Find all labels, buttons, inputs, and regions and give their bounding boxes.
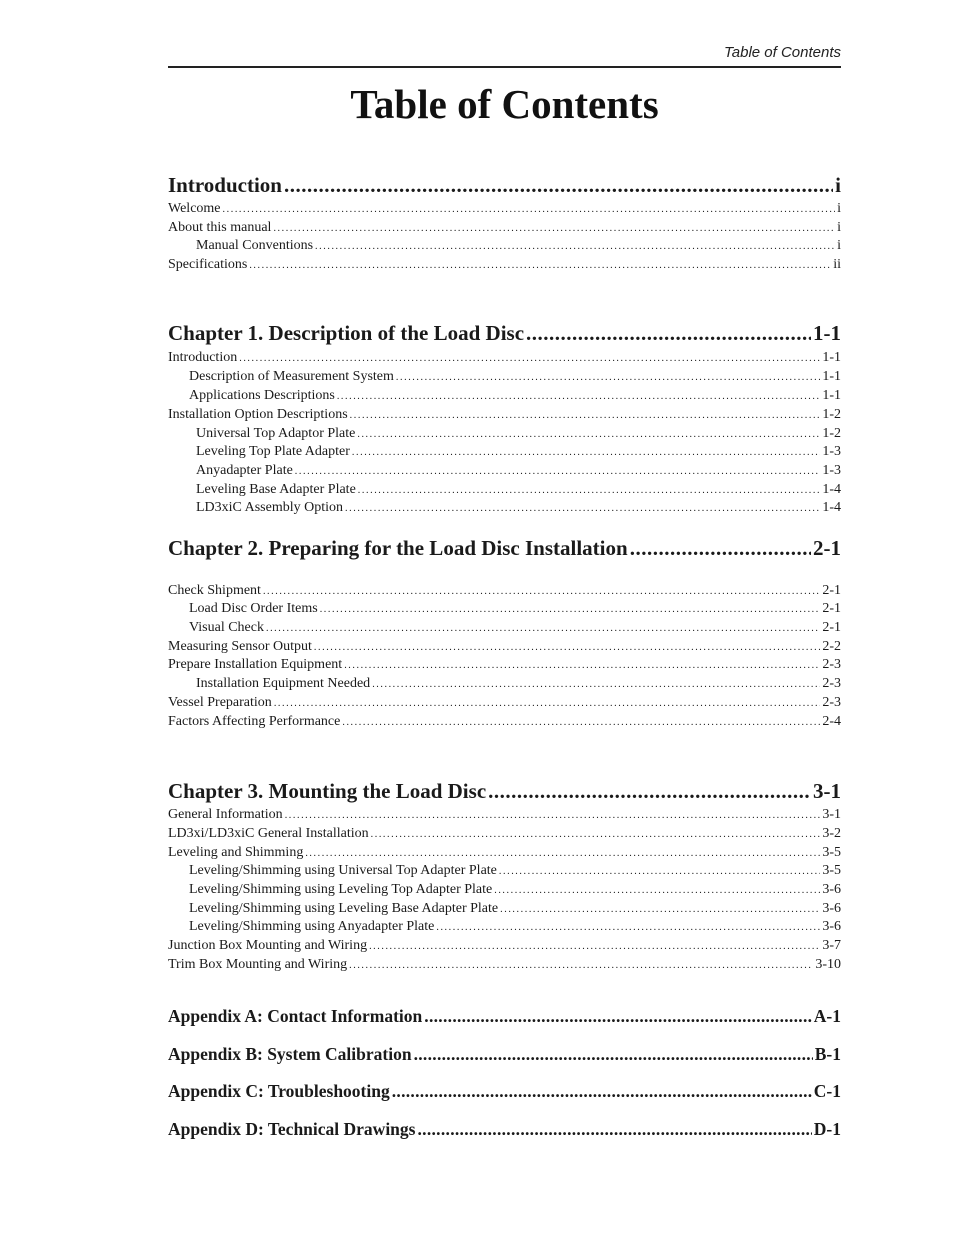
dot-leader: [350, 407, 821, 423]
toc-entry-label: Description of Measurement System: [189, 369, 394, 384]
toc-entry-label: Introduction: [168, 173, 282, 197]
dot-leader: [494, 882, 820, 898]
toc-entry-label: Leveling/Shimming using Leveling Top Adapter Plate: [189, 882, 493, 897]
toc-chapter-entry[interactable]: [168, 536, 841, 561]
toc-entry-label: Welcome: [168, 201, 221, 216]
toc-appendix-entry[interactable]: [168, 1119, 841, 1140]
toc-entry[interactable]: [168, 407, 841, 423]
toc-entry[interactable]: [189, 882, 841, 898]
toc-entry-page-number: C-1: [813, 1081, 841, 1101]
dot-leader: [274, 695, 821, 711]
dot-leader: [414, 1044, 813, 1065]
toc-entry-page-number: 1-2: [822, 426, 841, 441]
toc-entry-label: Chapter 1. Description of the Load Disc: [168, 321, 525, 345]
toc-entry[interactable]: [196, 500, 841, 516]
toc-entry[interactable]: [196, 238, 841, 254]
toc-entry[interactable]: [168, 826, 841, 842]
dot-leader: [526, 321, 811, 346]
dot-leader: [249, 257, 831, 273]
dot-leader: [349, 957, 813, 973]
toc-entry-page-number: 2-1: [822, 583, 841, 598]
toc-entry-page-number: 1-1: [822, 369, 841, 384]
toc-chapter-entry[interactable]: [168, 779, 841, 804]
toc-entry-page-number: 1-2: [822, 407, 841, 422]
toc-entry-page-number: 1-4: [822, 500, 841, 515]
toc-entry-label: Applications Descriptions: [189, 388, 335, 403]
toc-entry-label: Trim Box Mounting and Wiring: [168, 957, 348, 972]
toc-entry-label: Leveling Base Adapter Plate: [196, 482, 356, 497]
toc-entry-page-number: 3-6: [822, 919, 841, 934]
toc-entry[interactable]: [189, 620, 841, 636]
toc-entry[interactable]: [168, 657, 841, 673]
toc-entry-label: Measuring Sensor Output: [168, 639, 312, 654]
toc-entry[interactable]: [168, 714, 841, 730]
toc-entry[interactable]: [168, 938, 841, 954]
toc-entry[interactable]: [168, 220, 841, 236]
toc-entry-page-number: 2-1: [822, 601, 841, 616]
running-header: Table of Contents: [723, 44, 841, 61]
toc-entry[interactable]: [196, 482, 841, 498]
toc-entry[interactable]: [168, 350, 841, 366]
toc-entry[interactable]: [196, 463, 841, 479]
dot-leader: [284, 173, 833, 198]
toc-entry-page-number: 3-5: [822, 863, 841, 878]
toc-entry-page-number: 1-1: [822, 350, 841, 365]
toc-entry-label: General Information: [168, 807, 283, 822]
dot-leader: [285, 807, 821, 823]
toc-entry[interactable]: [189, 601, 841, 617]
toc-entry-label: Appendix D: Technical Drawings: [168, 1119, 416, 1139]
dot-leader: [357, 426, 820, 442]
toc-entry[interactable]: [189, 901, 841, 917]
toc-entry-page-number: i: [837, 220, 841, 235]
toc-entry-label: Check Shipment: [168, 583, 261, 598]
toc-entry-page-number: 2-1: [813, 536, 841, 560]
toc-entry-label: Visual Check: [189, 620, 264, 635]
dot-leader: [345, 500, 820, 516]
toc-entry-label: Leveling/Shimming using Leveling Base Adapter Plate: [189, 901, 499, 916]
toc-entry-page-number: 2-3: [822, 695, 841, 710]
toc-entry-page-number: 3-7: [822, 938, 841, 953]
toc-entry-label: Installation Equipment Needed: [196, 676, 371, 691]
dot-leader: [320, 601, 821, 617]
toc-entry-label: Factors Affecting Performance: [168, 714, 341, 729]
dot-leader: [352, 444, 820, 460]
toc-entry-page-number: i: [837, 238, 841, 253]
toc-entry-label: Appendix C: Troubleshooting: [168, 1081, 390, 1101]
toc-entry-page-number: 1-4: [822, 482, 841, 497]
toc-entry-page-number: 2-1: [822, 620, 841, 635]
dot-leader: [436, 919, 820, 935]
dot-leader: [358, 482, 821, 498]
toc-entry-label: Introduction: [168, 350, 238, 365]
toc-entry-page-number: 3-1: [813, 779, 841, 803]
toc-entry-label: Manual Conventions: [196, 238, 314, 253]
dot-leader: [305, 845, 820, 861]
toc-entry-label: About this manual: [168, 220, 272, 235]
toc-entry-page-number: 1-3: [822, 463, 841, 478]
toc-entry[interactable]: [168, 957, 841, 973]
toc-entry[interactable]: [196, 676, 841, 692]
toc-entry-page-number: 3-5: [822, 845, 841, 860]
toc-entry-page-number: 3-6: [822, 882, 841, 897]
toc-entry-label: Universal Top Adaptor Plate: [196, 426, 356, 441]
toc-chapter-entry[interactable]: [168, 321, 841, 346]
dot-leader: [392, 1081, 812, 1102]
toc-entry-label: Chapter 2. Preparing for the Load Disc Installation: [168, 536, 628, 560]
dot-leader: [344, 657, 820, 673]
dot-leader: [500, 901, 820, 917]
dot-leader: [239, 350, 820, 366]
toc-entry-page-number: 3-1: [822, 807, 841, 822]
toc-chapter-entry[interactable]: [168, 173, 841, 198]
toc-entry-label: Leveling and Shimming: [168, 845, 304, 860]
toc-entry-page-number: 2-3: [822, 676, 841, 691]
dot-leader: [342, 714, 820, 730]
toc-entry-page-number: D-1: [813, 1119, 841, 1139]
toc-entry-page-number: i: [835, 173, 841, 197]
toc-entry-label: Specifications: [168, 257, 248, 272]
toc-entry[interactable]: [189, 369, 841, 385]
toc-entry-label: Anyadapter Plate: [196, 463, 293, 478]
toc-entry-label: Chapter 3. Mounting the Load Disc: [168, 779, 487, 803]
toc-appendix-entry[interactable]: [168, 1006, 841, 1027]
toc-entry-label: Appendix B: System Calibration: [168, 1044, 412, 1064]
toc-entry-page-number: 1-1: [813, 321, 841, 345]
dot-leader: [417, 1119, 811, 1140]
dot-leader: [223, 201, 836, 217]
toc-entry-page-number: 2-2: [822, 639, 841, 654]
toc-entry[interactable]: [189, 388, 841, 404]
page-title: Table of Contents: [350, 81, 659, 127]
toc-entry[interactable]: [189, 919, 841, 935]
dot-leader: [315, 238, 835, 254]
toc-entry-page-number: A-1: [813, 1006, 841, 1026]
toc-entry[interactable]: [168, 257, 841, 273]
dot-leader: [337, 388, 821, 404]
toc-entry-label: Prepare Installation Equipment: [168, 657, 343, 672]
dot-leader: [396, 369, 820, 385]
dot-leader: [630, 536, 811, 561]
dot-leader: [263, 583, 820, 599]
toc-entry-page-number: B-1: [814, 1044, 841, 1064]
toc-entry-page-number: 2-4: [822, 714, 841, 729]
toc-entry[interactable]: [168, 583, 841, 599]
toc-entry[interactable]: [196, 426, 841, 442]
toc-appendix-entry[interactable]: [168, 1044, 841, 1065]
dot-leader: [314, 639, 820, 655]
toc-entry[interactable]: [189, 863, 841, 879]
toc-entry-page-number: i: [837, 201, 841, 216]
toc-entry-label: Junction Box Mounting and Wiring: [168, 938, 368, 953]
toc-entry-page-number: 2-3: [822, 657, 841, 672]
toc-entry-label: LD3xi/LD3xiC General Installation: [168, 826, 369, 841]
toc-entry-label: Installation Option Descriptions: [168, 407, 348, 422]
toc-appendix-entry[interactable]: [168, 1081, 841, 1102]
toc-entry[interactable]: [168, 201, 841, 217]
toc-entry-page-number: ii: [833, 257, 841, 272]
toc-entry-label: Appendix A: Contact Information: [168, 1006, 423, 1026]
dot-leader: [371, 826, 821, 842]
toc-entry[interactable]: [168, 695, 841, 711]
dot-leader: [424, 1006, 812, 1027]
dot-leader: [266, 620, 820, 636]
toc-entry-page-number: 3-10: [815, 957, 841, 972]
toc-entry-label: Load Disc Order Items: [189, 601, 318, 616]
toc-entry-page-number: 3-6: [822, 901, 841, 916]
dot-leader: [369, 938, 820, 954]
dot-leader: [499, 863, 820, 879]
toc-entry-label: Leveling/Shimming using Universal Top Adapter Plate: [189, 863, 497, 878]
toc-entry-label: Leveling Top Plate Adapter: [196, 444, 350, 459]
dot-leader: [273, 220, 835, 236]
toc-entry[interactable]: [168, 639, 841, 655]
dot-leader: [295, 463, 821, 479]
toc-entry-page-number: 1-1: [822, 388, 841, 403]
toc-entry-page-number: 3-2: [822, 826, 841, 841]
toc-entry-page-number: 1-3: [822, 444, 841, 459]
dot-leader: [488, 779, 811, 804]
toc-entry[interactable]: [168, 845, 841, 861]
toc-entry-label: LD3xiC Assembly Option: [196, 500, 344, 515]
dot-leader: [372, 676, 820, 692]
toc-entry[interactable]: [196, 444, 841, 460]
toc-entry[interactable]: [168, 807, 841, 823]
toc-entry-label: Vessel Preparation: [168, 695, 272, 710]
toc-entry-label: Leveling/Shimming using Anyadapter Plate: [189, 919, 435, 934]
